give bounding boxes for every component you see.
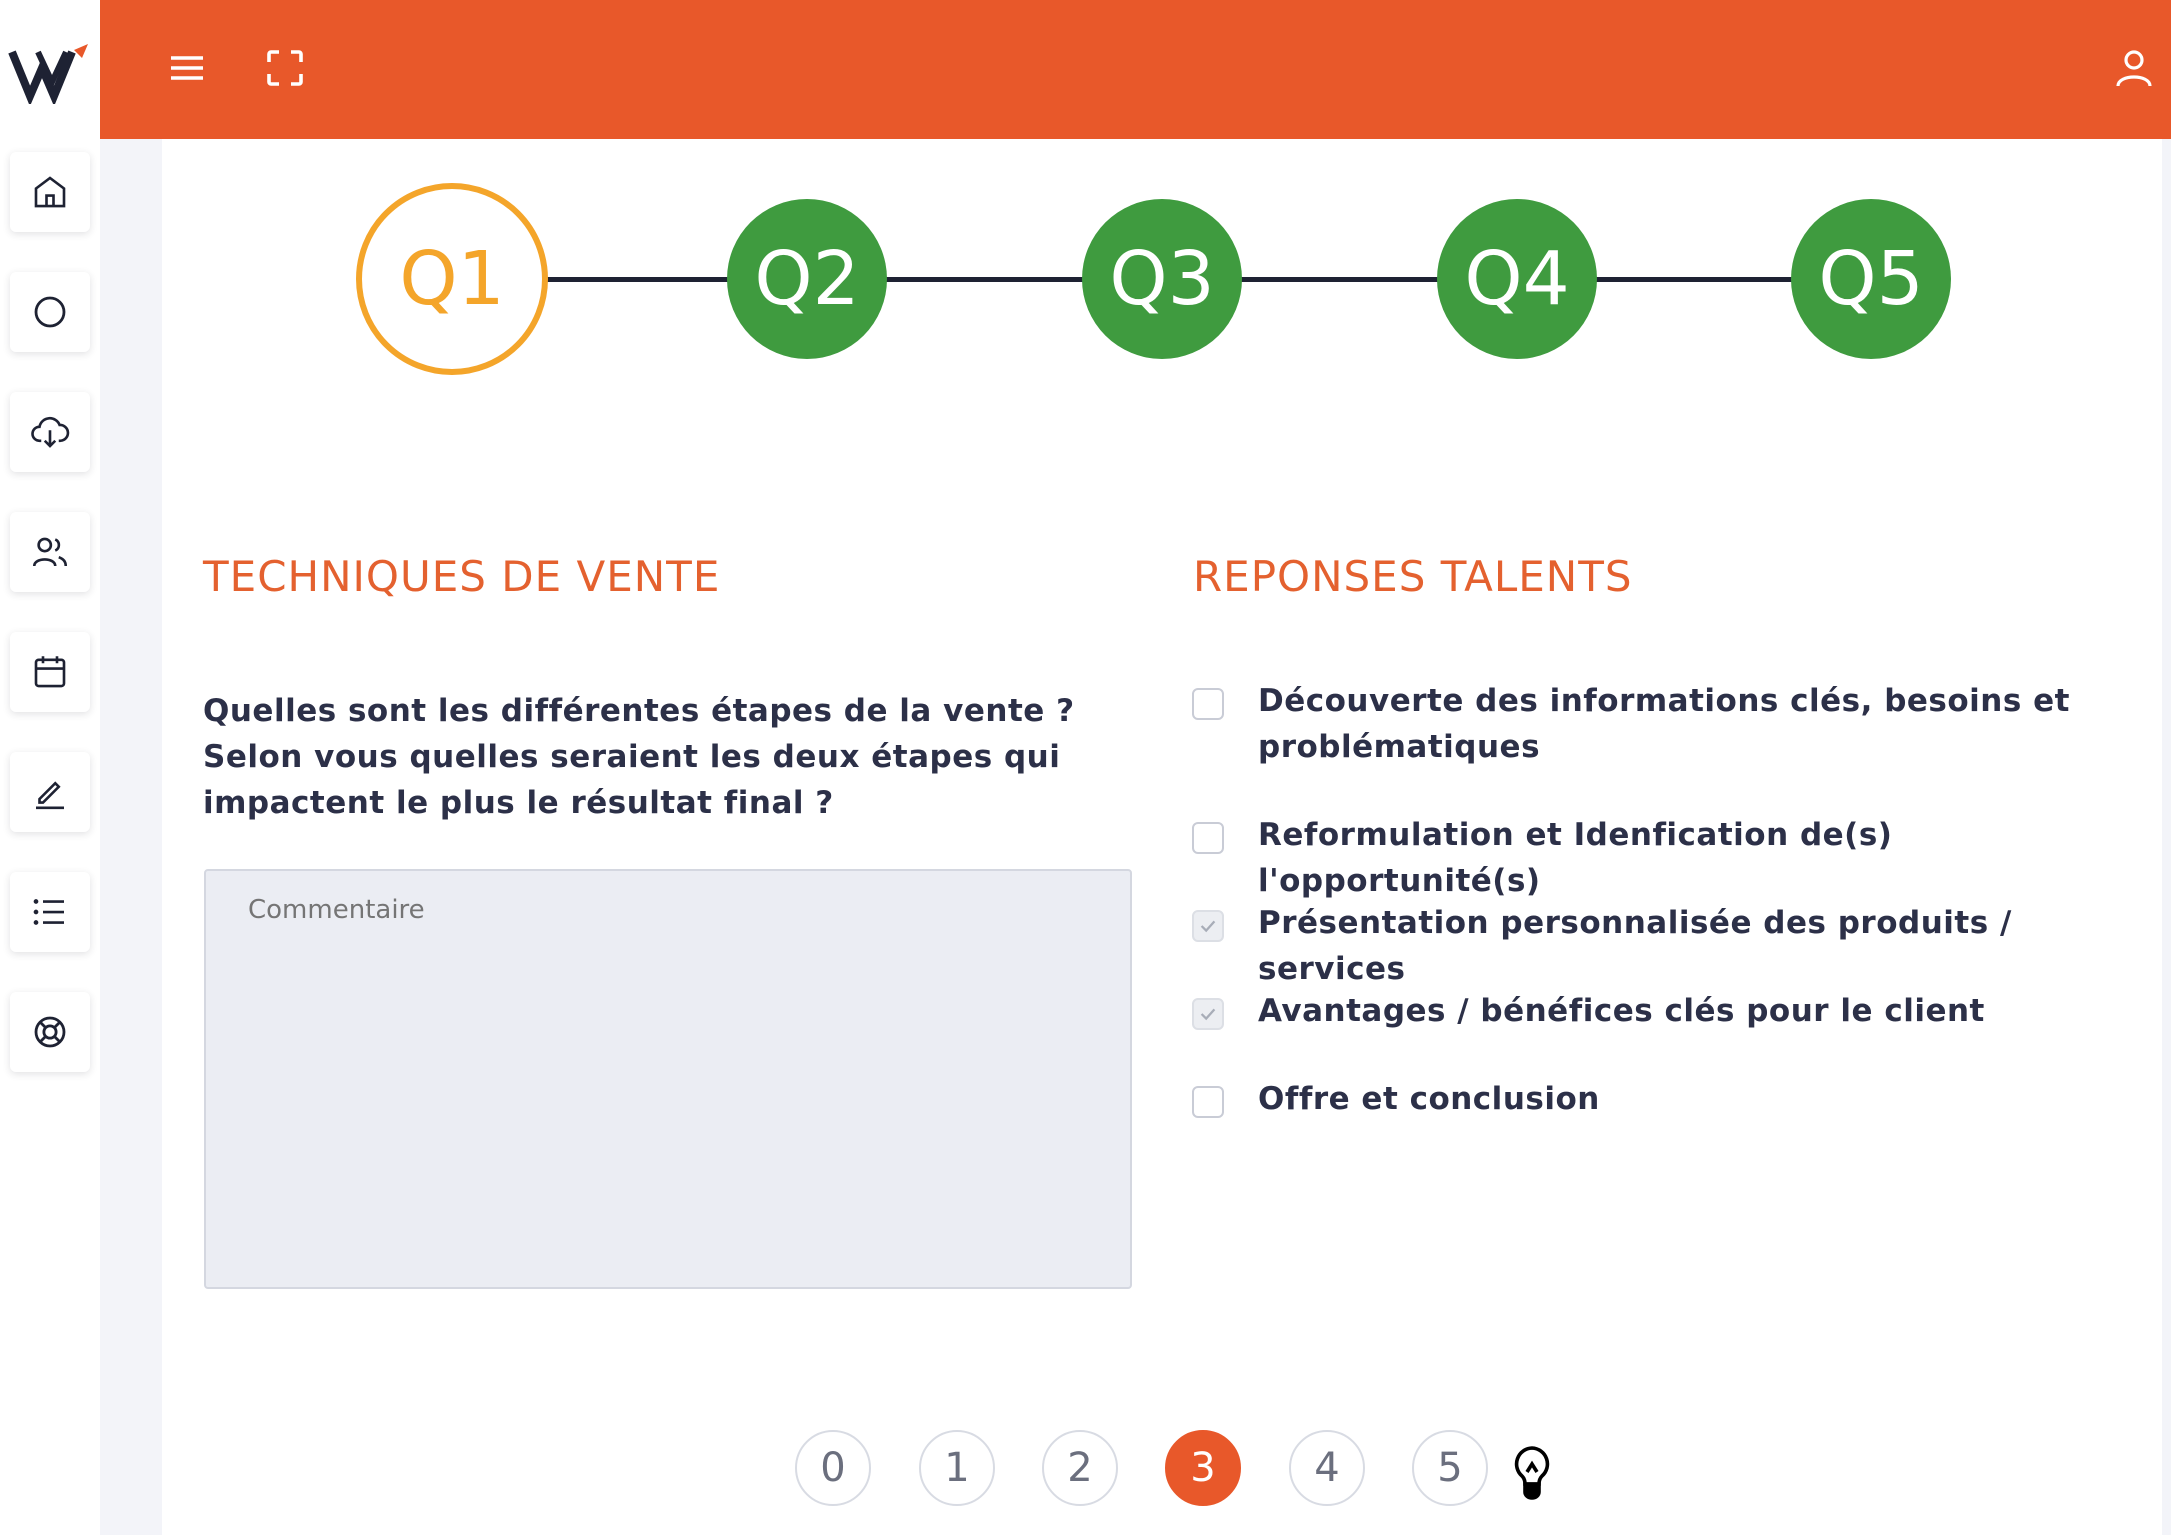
answer-checkbox[interactable]: [1192, 910, 1224, 942]
sidebar-item-home[interactable]: [10, 152, 90, 232]
step-q2[interactable]: Q2: [727, 199, 887, 359]
sidebar-item-edit[interactable]: [10, 752, 90, 832]
check-icon: [1197, 1003, 1219, 1025]
answer-label: Avantages / bénéfices clés pour le client: [1258, 993, 1985, 1029]
hamburger-icon[interactable]: [163, 44, 211, 92]
user-icon[interactable]: [2110, 44, 2158, 92]
answer-label: Offre et conclusion: [1258, 1081, 1600, 1117]
sidebar-item-calendar[interactable]: [10, 632, 90, 712]
answer-checkbox[interactable]: [1192, 1086, 1224, 1118]
section-title-answers: REPONSES TALENTS: [1193, 552, 1633, 601]
left-gutter: [100, 139, 162, 1535]
sidebar-item-support[interactable]: [10, 992, 90, 1072]
answer-label: Découverte des informations clés, besoins et problématiques: [1258, 683, 2070, 765]
lifebuoy-icon: [29, 1011, 71, 1053]
answer-label: Présentation personnalisée des produits / services: [1258, 905, 2012, 987]
answer-item[interactable]: [1192, 817, 2138, 904]
rating-option-4[interactable]: 4: [1289, 1430, 1365, 1506]
answer-item[interactable]: [1192, 993, 2138, 1034]
top-bar: [100, 0, 2171, 139]
circle-icon: [29, 291, 71, 333]
check-icon: [1197, 915, 1219, 937]
rating-option-3[interactable]: 3: [1165, 1430, 1241, 1506]
answer-label: Reformulation et Idenfication de(s) l'opportunité(s): [1258, 817, 1893, 899]
sidebar: [0, 0, 100, 1535]
sidebar-item-circle[interactable]: [10, 272, 90, 352]
question-text: Quelles sont les différentes étapes de la vente ? Selon vous quelles seraient les deux étapes qui impactent le plus le résultat final ?: [203, 693, 1075, 821]
fullscreen-icon[interactable]: [261, 44, 309, 92]
edit-icon: [29, 771, 71, 813]
list-icon: [29, 891, 71, 933]
logo[interactable]: [8, 40, 92, 104]
rating-option-2[interactable]: 2: [1042, 1430, 1118, 1506]
home-icon: [29, 171, 71, 213]
rating-option-0[interactable]: 0: [795, 1430, 871, 1506]
sidebar-item-users[interactable]: [10, 512, 90, 592]
section-title-question: TECHNIQUES DE VENTE: [203, 552, 721, 601]
calendar-icon: [29, 651, 71, 693]
step-q3[interactable]: Q3: [1082, 199, 1242, 359]
step-q5[interactable]: Q5: [1791, 199, 1951, 359]
step-q4[interactable]: Q4: [1437, 199, 1597, 359]
answer-checkbox[interactable]: [1192, 688, 1224, 720]
answer-item[interactable]: [1192, 905, 2138, 992]
lightbulb-icon[interactable]: [1508, 1444, 1556, 1500]
step-q1[interactable]: Q1: [356, 183, 548, 375]
answer-checkbox[interactable]: [1192, 998, 1224, 1030]
rating-option-5[interactable]: 5: [1412, 1430, 1488, 1506]
sidebar-item-download[interactable]: [10, 392, 90, 472]
comment-input[interactable]: [204, 869, 1132, 1289]
rating-option-1[interactable]: 1: [919, 1430, 995, 1506]
cloud-download-icon: [29, 411, 71, 453]
answer-checkbox[interactable]: [1192, 822, 1224, 854]
users-icon: [29, 531, 71, 573]
sidebar-item-list[interactable]: [10, 872, 90, 952]
answer-item[interactable]: [1192, 1081, 2138, 1122]
answer-item[interactable]: [1192, 683, 2138, 770]
